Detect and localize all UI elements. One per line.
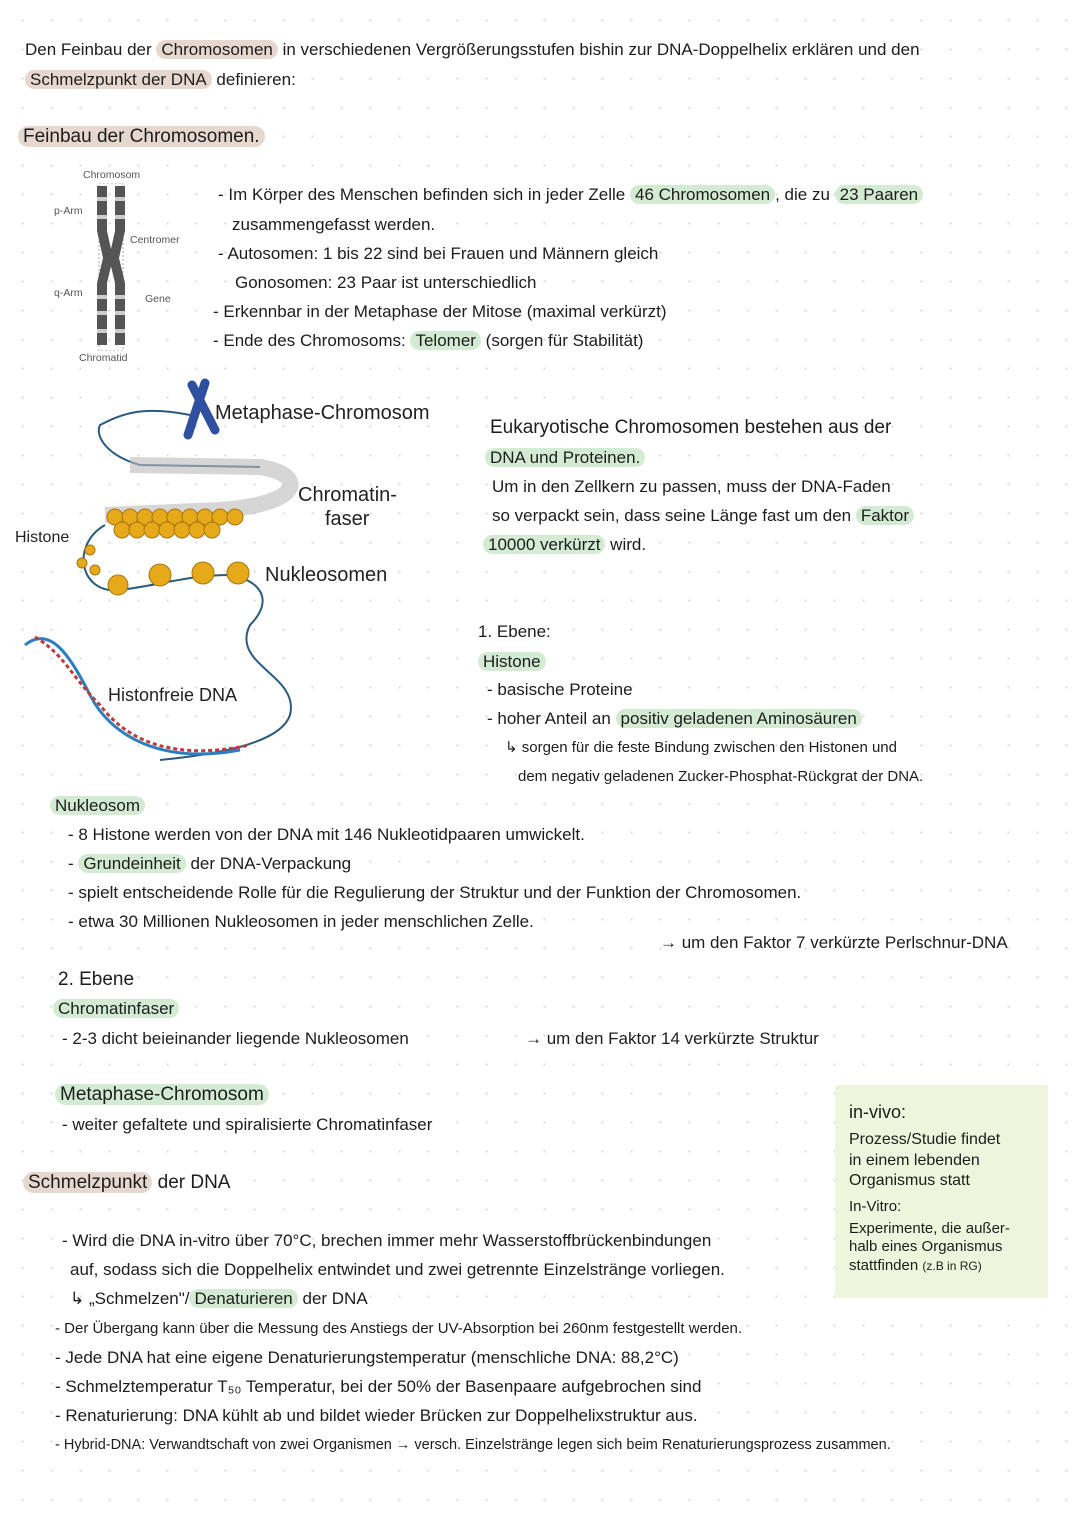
nukleosom-result	[660, 932, 1008, 954]
intro-line-2	[25, 69, 296, 91]
eukaryote-note	[492, 505, 914, 527]
text-segment: ↳ „Schmelzen"/	[70, 1289, 190, 1308]
p-arm-label: p-Arm	[54, 205, 83, 217]
metaphase-term	[55, 1084, 269, 1106]
eukaryote-note	[490, 417, 891, 439]
chromatinfaser-term	[53, 998, 179, 1020]
infobox-line: Prozess/Studie findet	[849, 1131, 1001, 1148]
text-segment: zusammengefasst werden.	[232, 215, 436, 234]
text-segment: (sorgen für Stabilität)	[480, 331, 644, 350]
metaphase-note	[62, 1114, 432, 1136]
melting-note	[55, 1318, 742, 1340]
eukaryote-note	[492, 476, 891, 498]
text-segment: - Wird die DNA in-vitro über 70°C, brechen immer mehr Wasserstoffbrückenbindungen	[62, 1231, 712, 1250]
nukleosomen-label: Nukleosomen	[265, 564, 388, 586]
metaphase-chromosome-icon	[188, 383, 215, 435]
chromosome-note	[232, 214, 435, 236]
text-segment: - Erkennbar in der Metaphase der Mitose (maximal verkürzt)	[213, 302, 667, 321]
infobox-line: In-Vitro:	[849, 1198, 902, 1215]
text-segment: , die zu	[775, 185, 835, 204]
infobox-text: (z.B in RG)	[922, 1259, 982, 1273]
infobox-line	[849, 1256, 982, 1276]
chromosome-note	[218, 184, 923, 206]
level-2-heading	[58, 969, 134, 991]
infobox-line: in einem lebenden	[849, 1152, 980, 1169]
text-segment: Um in den Zellkern zu passen, muss der DNA-Faden	[492, 477, 891, 496]
highlighted-term: 23 Paaren	[835, 185, 923, 204]
text-segment: so verpackt sein, dass seine Länge fast um den	[492, 506, 856, 525]
text-segment: - hoher Anteil an	[487, 709, 616, 728]
text-segment: 2. Ebene	[58, 969, 135, 990]
text-segment: - Renaturierung: DNA kühlt ab und bildet wieder Brücken zur Doppelhelixstruktur aus.	[55, 1406, 698, 1425]
in-vivo-in-vitro-note	[835, 1085, 1048, 1298]
histone-note	[505, 737, 897, 759]
text-segment: Eukaryotische Chromosomen bestehen aus der	[490, 417, 892, 438]
chromosome-note	[213, 330, 643, 352]
chromosome-note	[235, 272, 536, 294]
melting-note	[62, 1230, 711, 1252]
text-segment: der DNA	[152, 1172, 231, 1193]
highlighted-term: Chromatinfaser	[53, 999, 179, 1018]
text-segment: 1. Ebene:	[478, 622, 551, 641]
highlighted-term: Grundeinheit	[78, 854, 185, 873]
text-segment: in verschiedenen Vergrößerungsstufen bishin zur DNA-Doppelhelix erklären und den	[277, 40, 920, 59]
eukaryote-note	[483, 534, 646, 556]
melting-note	[70, 1259, 725, 1281]
chromatinfaser-note	[62, 1028, 409, 1050]
gene-label: Gene	[145, 293, 171, 305]
highlighted-term: Denaturieren	[189, 1289, 297, 1308]
infobox-line: in-vivo:	[849, 1102, 907, 1122]
level-1-heading	[478, 621, 551, 643]
text-segment: - etwa 30 Millionen Nukleosomen in jeder menschlichen Zelle.	[68, 912, 534, 931]
highlighted-term: DNA und Proteinen.	[485, 448, 645, 467]
melting-note	[55, 1376, 701, 1398]
centromer-label: Centromer	[130, 234, 180, 246]
text-segment: - basische Proteine	[487, 680, 633, 699]
text-segment: dem negativ geladenen Zucker-Phosphat-Rückgrat der DNA.	[518, 768, 924, 785]
section-heading-schmelzpunkt	[23, 1172, 230, 1194]
histone-term	[478, 651, 546, 673]
highlighted-term: 10000 verkürzt	[483, 535, 605, 554]
chromosome-label: Chromosom	[83, 169, 141, 181]
nukleosom-note	[68, 882, 801, 904]
histone-note	[487, 679, 633, 701]
eukaryote-note	[485, 447, 645, 469]
highlighted-term: Telomer	[410, 331, 480, 350]
histone-label: Histone	[15, 529, 70, 546]
text-segment: -	[68, 854, 79, 873]
melting-note	[55, 1347, 679, 1369]
highlighted-term: Feinbau der Chromosomen.	[18, 126, 265, 147]
text-segment: - Der Übergang kann über die Messung des Anstiegs der UV-Absorption bei 260nm festgestellt werden.	[55, 1320, 743, 1337]
highlighted-term: Schmelzpunkt	[23, 1172, 152, 1193]
highlighted-term: Schmelzpunkt der DNA	[25, 70, 212, 89]
text-segment: Den Feinbau der	[25, 40, 157, 59]
histone-note	[487, 708, 862, 730]
metaphase-label: Metaphase-Chromosom	[215, 402, 430, 424]
intro-line-1	[25, 39, 920, 61]
nukleosom-note	[68, 853, 351, 875]
highlighted-term: Metaphase-Chromosom	[55, 1084, 269, 1105]
section-heading-feinbau	[18, 126, 265, 148]
infobox-text: stattfinden	[849, 1257, 919, 1274]
infobox-line: Experimente, die außer-	[849, 1220, 1010, 1237]
melting-note	[55, 1405, 698, 1427]
histonfreie-dna-label: Histonfreie DNA	[108, 685, 238, 705]
text-segment: definieren:	[211, 70, 296, 89]
text-segment: - Autosomen: 1 bis 22 sind bei Frauen und Männern gleich	[218, 244, 659, 263]
text-segment: der DNA	[297, 1289, 368, 1308]
chromatinfaser-result	[525, 1028, 819, 1050]
chromatid-label: Chromatid	[79, 352, 128, 364]
text-segment: ↳ sorgen für die feste Bindung zwischen den Histonen und	[505, 739, 897, 756]
text-segment: → um den Faktor 14 verkürzte Struktur	[525, 1029, 819, 1048]
text-segment: - Jede DNA hat eine eigene Denaturierungstemperatur (menschliche DNA: 88,2°C)	[55, 1348, 679, 1367]
text-segment: - Schmelztemperatur T₅₀ Temperatur, bei der 50% der Basenpaare aufgebrochen sind	[55, 1377, 702, 1396]
text-segment: auf, sodass sich die Doppelhelix entwindet und zwei getrennte Einzelstränge vorliegen.	[70, 1260, 725, 1279]
infobox-line: halb eines Organismus	[849, 1238, 1003, 1255]
highlighted-term: Histone	[478, 652, 546, 671]
text-segment: der DNA-Verpackung	[185, 854, 352, 873]
text-segment: - Hybrid-DNA: Verwandtschaft von zwei Organismen → versch. Einzelstränge legen sich beim Renaturierungsprozess zusammen.	[55, 1437, 891, 1453]
text-segment: - spielt entscheidende Rolle für die Regulierung der Struktur und der Funktion der Chromosomen.	[68, 883, 802, 902]
chromatin-label-2: faser	[325, 508, 370, 530]
text-segment: - 8 Histone werden von der DNA mit 146 Nukleotidpaaren umwickelt.	[68, 825, 585, 844]
melting-note	[70, 1288, 368, 1310]
infobox-line: Organismus statt	[849, 1172, 970, 1189]
text-segment: → um den Faktor 7 verkürzte Perlschnur-DNA	[660, 933, 1008, 952]
text-segment: - 2-3 dicht beieinander liegende Nukleosomen	[62, 1029, 409, 1048]
nukleosom-note	[68, 911, 534, 933]
text-segment: Gonosomen: 23 Paar ist unterschiedlich	[235, 273, 537, 292]
chromatin-label-1: Chromatin-	[298, 484, 397, 506]
q-arm-label: q-Arm	[54, 287, 83, 299]
chromosome-note	[213, 301, 667, 323]
nukleosom-note	[68, 824, 585, 846]
text-segment: - Ende des Chromosoms:	[213, 331, 411, 350]
chromosome-note	[218, 243, 658, 265]
chromosome-illustration	[85, 183, 135, 351]
highlighted-term: Chromosomen	[156, 40, 278, 59]
highlighted-term: positiv geladenen Aminosäuren	[616, 709, 862, 728]
nukleosom-term	[50, 795, 145, 817]
highlighted-term: Nukleosom	[50, 796, 145, 815]
melting-note	[55, 1434, 891, 1456]
text-segment: wird.	[605, 535, 647, 554]
text-segment: - weiter gefaltete und spiralisierte Chromatinfaser	[62, 1115, 433, 1134]
highlighted-term: 46 Chromosomen	[630, 185, 775, 204]
highlighted-term: Faktor	[856, 506, 914, 525]
text-segment: - Im Körper des Menschen befinden sich in jeder Zelle	[218, 185, 630, 204]
histone-note	[518, 766, 923, 788]
